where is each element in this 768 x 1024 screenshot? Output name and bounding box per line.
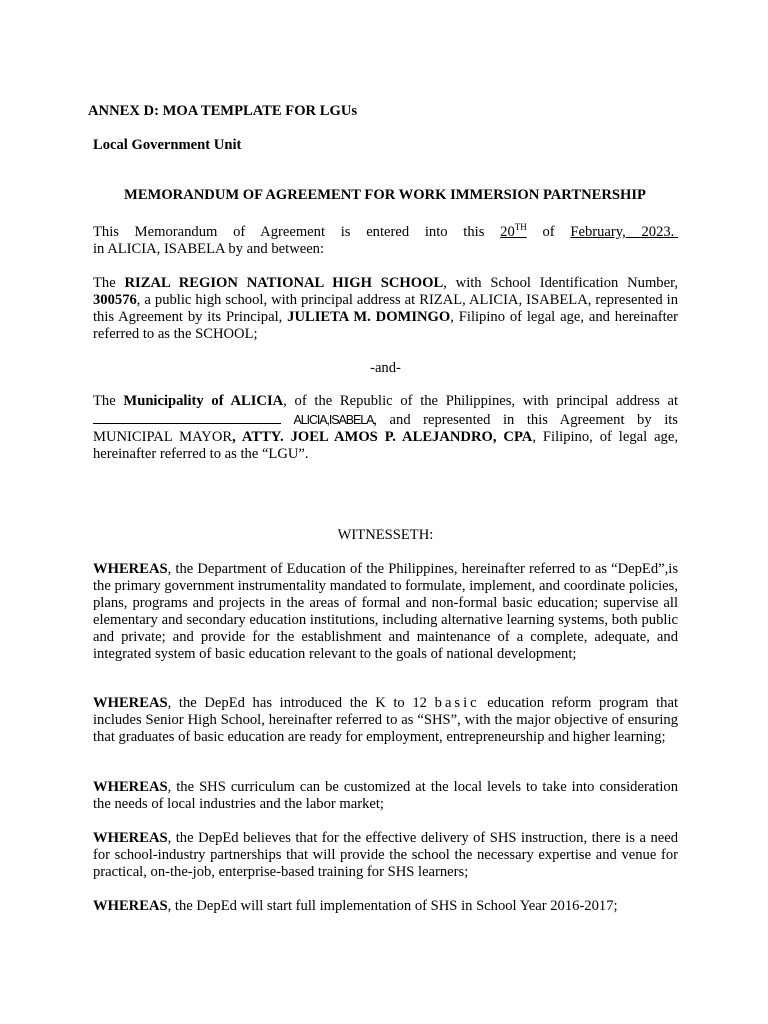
annex-title: ANNEX D: MOA TEMPLATE FOR LGUs: [88, 103, 358, 119]
whereas-clause-3: WHEREAS, the SHS curriculum can be customized at the local levels to take into consideration the needs of local industries and the labor market;: [93, 779, 678, 812]
whereas-clause-1: WHEREAS, the Department of Education of the Philippines, hereinafter referred to as “DepEd”,is the primary government instrumentality mandated to formulate, implement, and coordinate policies, plans, programs and projects in the areas of formal and non-formal basic education; supervise all elementary and secondary education institutions, including alternative learning systems, both public and private; and provide for the establishment and maintenance of a complete, adequate, and integrated system of basic education relevant to the goals of national development;: [93, 561, 678, 662]
whereas-clause-5: WHEREAS, the DepEd will start full implementation of SHS in School Year 2016-2017;: [93, 898, 618, 914]
school-paragraph: The RIZAL REGION NATIONAL HIGH SCHOOL, with School Identification Number, 300576, a public high school, with principal address at RIZAL, ALICIA, ISABELA, represented in this Agreement by its Principal, JULIETA M. DOMINGO, Filipino of legal age, and hereinafter referred to as the SCHOOL;: [93, 275, 678, 342]
and-separator: -and-: [370, 360, 401, 376]
intro-paragraph: [93, 224, 678, 258]
agreement-month-year: February, 2023.: [570, 224, 675, 240]
agreement-day: 20TH: [500, 222, 527, 240]
school-name: RIZAL REGION NATIONAL HIGH SCHOOL: [124, 275, 444, 291]
school-id: 300576: [93, 292, 137, 308]
principal-name: JULIETA M. DOMINGO: [287, 309, 451, 325]
whereas-clause-4: WHEREAS, the DepEd believes that for the effective delivery of SHS instruction, there is a need for school-industry partnerships that will provide the school the necessary expertise and venue for practical, on-the-job, enterprise-based training for SHS learners;: [93, 830, 678, 880]
party-type-heading: Local Government Unit: [93, 137, 242, 153]
whereas-clause-2: WHEREAS, the DepEd has introduced the K to 12 basic education reform program that includes Senior High School, hereinafter referred to as “SHS”, with the major objective of ensuring that graduates of basic education are ready for employment, entrepreneurship and higher learning;: [93, 695, 678, 745]
intro-line-1: This Memorandum of Agreement is entered into this 20TH of February, 2023.: [93, 222, 675, 240]
lgu-name: Municipality of ALICIA: [123, 393, 284, 409]
mayor-name: , ATTY. JOEL AMOS P. ALEJANDRO, CPA: [232, 429, 533, 445]
witnesseth-heading: WITNESSETH:: [337, 527, 434, 543]
intro-line-2: in ALICIA, ISABELA by and between:: [93, 241, 325, 257]
lgu-paragraph: The Municipality of ALICIA, of the Republic of the Philippines, with principal address at ALICIA,ISABELA, and represented in this Agreement by its MUNICIPAL MAYOR, ATTY. JOEL AMOS P. ALEJANDRO, CPA, Filipino, of legal age, hereinafter referred to as the “LGU”.: [93, 393, 678, 462]
document-title: MEMORANDUM OF AGREEMENT FOR WORK IMMERSION PARTNERSHIP: [124, 187, 646, 203]
address-blank-line: [93, 410, 281, 424]
lgu-address: ALICIA,ISABELA: [293, 413, 374, 427]
